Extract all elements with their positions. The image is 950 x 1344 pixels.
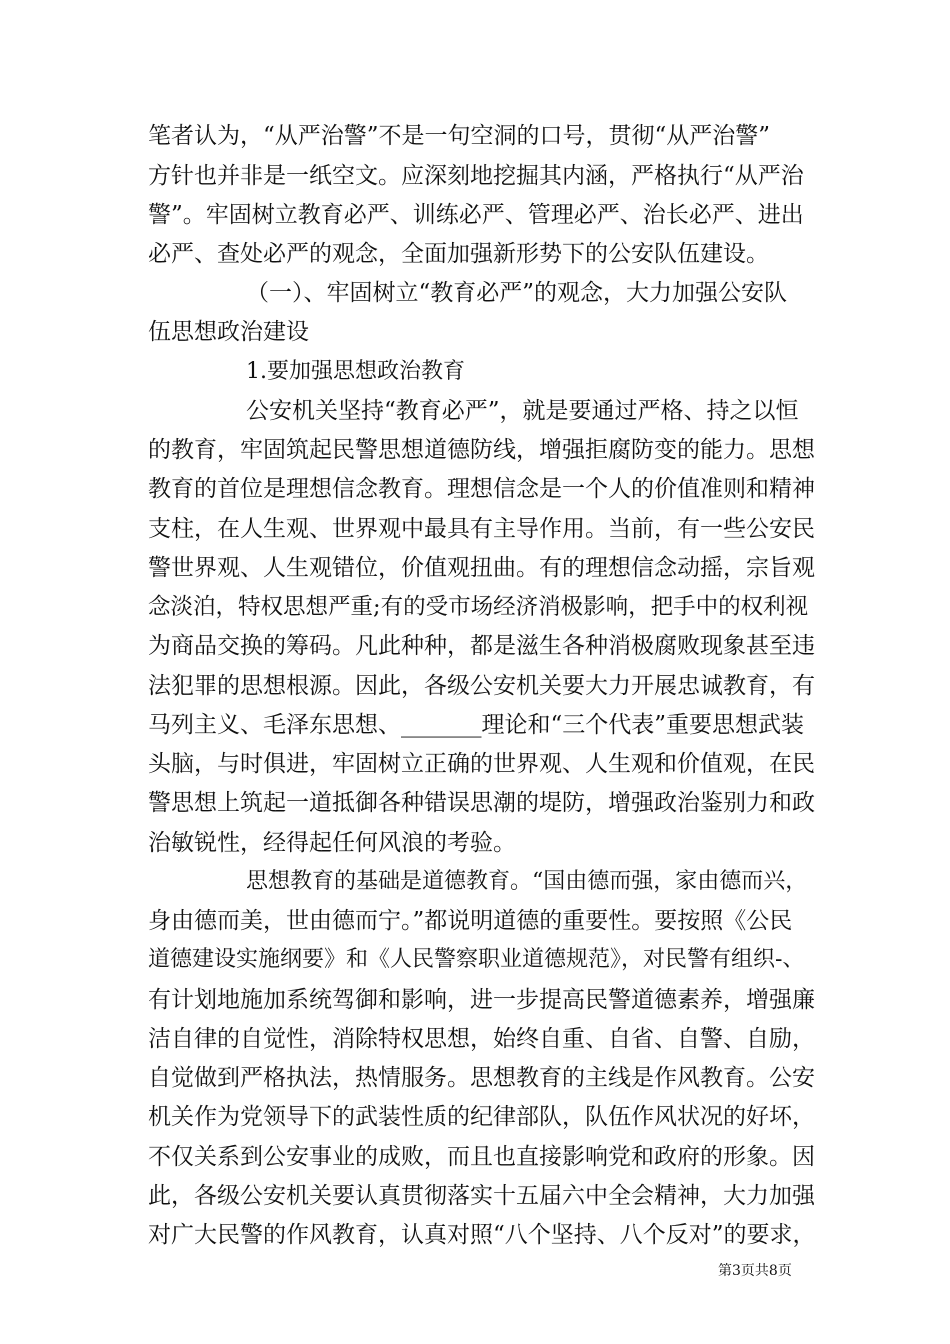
text-line: 必严、查处必严的观念，全面加强新形势下的公安队伍建设。 [148,241,769,267]
text-line: 自觉做到严格执法，热情服务。思想教育的主线是作风教育。公安 [148,1065,815,1091]
text-line: 方针也并非是一纸空文。应深刻地挖掘其内涵，严格执行“从严治 [148,163,804,189]
text-line: 支柱，在人生观、世界观中最具有主导作用。当前，有一些公安民 [148,516,815,542]
text-line: 机关作为党领导下的武装性质的纪律部队，队伍作风状况的好坏， [148,1104,815,1130]
text-line: 法犯罪的思想根源。因此，各级公安机关要大力开展忠诚教育，有 [148,673,815,699]
text-line: 治敏锐性，经得起任何风浪的考验。 [148,830,516,856]
text-line: 警”。牢固树立教育必严、训练必严、管理必严、治长必严、进出 [148,202,804,228]
text-line: 思想教育的基础是道德教育。“国由德而强，家由德而兴， [246,869,808,894]
text-line: 马列主义、毛泽东思想、_______理论和“三个代表”重要思想武装 [148,712,805,738]
text-line: 对广大民警的作风教育，认真对照“八个坚持、八个反对”的要求， [148,1222,816,1248]
text-line: 公安机关坚持“教育必严”，就是要通过严格、持之以恒 [246,398,799,424]
text-line: 警思想上筑起一道抵御各种错误思潮的堤防，增强政治鉴别力和政 [148,790,815,816]
text-line: （一）、牢固树立“教育必严”的观念，大力加强公安队 [246,280,788,306]
text-line: 道德建设实施纲要》和《人民警察职业道德规范》，对民警有组织-、 [148,947,805,972]
text-line: 为商品交换的筹码。凡此种种，都是滋生各种消极腐败现象甚至违 [148,633,815,659]
text-line: 头脑，与时俱进，牢固树立正确的世界观、人生观和价值观，在民 [148,751,815,777]
page-number: 第3页共8页 [718,1263,792,1279]
text-line: 警世界观、人生观错位，价值观扭曲。有的理想信念动摇，宗旨观 [148,555,815,581]
text-line: 的教育，牢固筑起民警思想道德防线，增强拒腐防变的能力。思想 [148,437,815,463]
text-line: 不仅关系到公安事业的成败，而且也直接影响党和政府的形象。因 [148,1144,815,1170]
text-line: 伍思想政治建设 [148,319,309,345]
text-line: 教育的首位是理想信念教育。理想信念是一个人的价值准则和精神 [148,476,815,502]
text-line: 笔者认为，“从严治警”不是一句空洞的口号，贯彻“从严治警” [148,123,771,149]
text-line: 有计划地施加系统驾御和影响，进一步提高民警道德素养，增强廉 [148,987,815,1013]
text-line: 洁自律的自觉性，消除特权思想，始终自重、自省、自警、自励， [148,1026,815,1052]
text-line: 此，各级公安机关要认真贯彻落实十五届六中全会精神，大力加强 [148,1183,815,1209]
text-line: 念淡泊，特权思想严重;有的受市场经济消极影响，把手中的权利视 [148,594,809,620]
text-line: 1.要加强思想政治教育 [246,359,465,384]
text-line: 身由德而美，世由德而宁。”都说明道德的重要性。要按照《公民 [148,908,793,934]
